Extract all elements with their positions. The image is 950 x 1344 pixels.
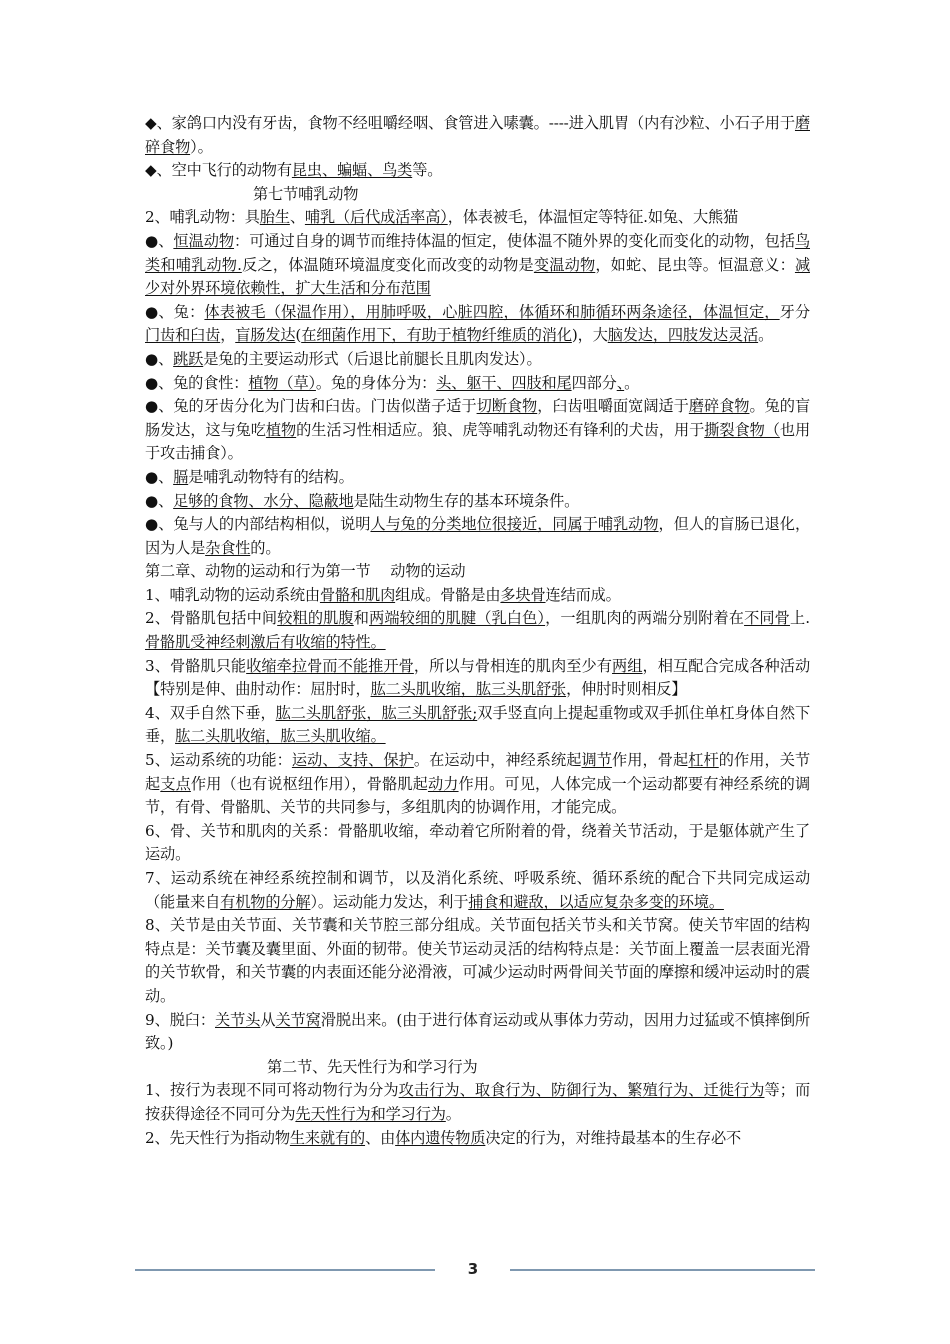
text-run: ●、 bbox=[145, 467, 174, 486]
page-number: 3 bbox=[467, 1260, 479, 1278]
paragraph bbox=[145, 702, 810, 749]
text-run: 、由 bbox=[365, 1128, 396, 1147]
text-run: 。在运动中，神经系统起 bbox=[413, 751, 582, 770]
underlined-text: 运动、支持、保护 bbox=[291, 751, 414, 770]
text-run: 3、骨骼肌只能 bbox=[145, 656, 247, 675]
text-run: 、 bbox=[289, 208, 305, 227]
underlined-text: 在细菌作用下，有助于植物纤维质的消化 bbox=[301, 326, 572, 345]
text-run: 2、先天性行为指动物 bbox=[145, 1128, 290, 1147]
text-run: 。兔的盲肠发达，这与兔吃 bbox=[145, 397, 810, 439]
text-run: 等。 bbox=[412, 161, 443, 180]
paragraph bbox=[145, 914, 810, 1008]
text-run: 1、哺乳动物的运动系统由 bbox=[145, 585, 320, 604]
paragraph bbox=[145, 513, 810, 560]
text-run: 是陆生动物生存的基本环境条件。 bbox=[353, 491, 580, 510]
paragraph bbox=[145, 867, 810, 914]
underlined-text: 脑发达，四肢发达灵活 bbox=[607, 326, 759, 345]
paragraph bbox=[145, 301, 810, 348]
underlined-text: 减少对外界环境依赖性，扩大生活和分布范围 bbox=[145, 255, 810, 298]
page-footer bbox=[135, 1258, 815, 1280]
text-run: ●、兔的食性： bbox=[145, 373, 249, 392]
text-run: ◆、家鸽口内没有牙齿，食物不经咀嚼经咽、食管进入嗉囊。----进入肌胃（内有沙粒、小石子用于 bbox=[145, 114, 795, 132]
underlined-text: 关节窝 bbox=[275, 1010, 321, 1029]
paragraph bbox=[145, 749, 810, 820]
text-run: ●、 bbox=[145, 231, 174, 250]
underlined-text: 骨骼肌受神经刺激后有收缩的特性。 bbox=[145, 633, 386, 652]
underlined-text: 膈 bbox=[173, 467, 189, 486]
text-run: 2、骨骼肌包括中间 bbox=[145, 609, 278, 628]
text-run: 是兔的主要运动形式（后退比前腿长且肌肉发达）。 bbox=[203, 349, 542, 368]
paragraph bbox=[145, 112, 810, 159]
text-run: ◆、空中飞行的动物有 bbox=[145, 161, 292, 180]
underlined-text: 较粗的肌腹 bbox=[277, 609, 354, 628]
underlined-text: 胎生 bbox=[259, 208, 290, 227]
text-run: 第二章、动物的运动和行为第一节 动物的运动 bbox=[145, 562, 466, 581]
underlined-text: 骨骼和肌肉 bbox=[319, 585, 396, 604]
underlined-text: 植物 bbox=[265, 420, 297, 439]
text-run: ：可通过自身的调节而维持体温的恒定，使体温不随外界的变化而变化的动物，包括 bbox=[234, 231, 795, 250]
document-body bbox=[145, 112, 810, 1150]
text-run: 8、关节是由关节面、关节囊和关节腔三部分组成。关节面包括关节头和关节窝。使关节牢固的结构特点是：关节囊及囊里面、外面的韧带。使关节运动灵活的结构特点是：关节面上覆盖一层表面光滑的关节软骨，和关节囊的内表面还能分泌滑液，可减少运动时两骨间关节面的摩擦和缓冲运动时的震动。 bbox=[145, 916, 810, 1005]
underlined-text: 有机物的分解 bbox=[220, 892, 311, 911]
underlined-text: 昆虫、蝙蝠、鸟类 bbox=[291, 161, 413, 180]
paragraph bbox=[145, 372, 810, 396]
paragraph bbox=[145, 206, 810, 230]
text-run: ●、 bbox=[145, 491, 174, 510]
underlined-text: 攻击行为、取食行为、防御行为、繁殖行为、迁徙行为 bbox=[398, 1081, 765, 1100]
underlined-text: 跳跃 bbox=[173, 349, 204, 368]
text-run: 等；而按获得途径不同可分为 bbox=[145, 1081, 810, 1123]
underlined-text: 体表被毛（保温作用），用肺呼吸，心脏四腔，体循环和肺循环两条途径，体温恒定， bbox=[204, 302, 780, 321]
text-run: ●、兔： bbox=[145, 302, 205, 321]
text-run: 4、双手自然下垂， bbox=[145, 703, 276, 722]
underlined-text: 撕裂食物（ bbox=[704, 420, 780, 439]
paragraph bbox=[145, 466, 810, 490]
text-run: 从 bbox=[260, 1010, 276, 1029]
section-heading bbox=[145, 183, 810, 207]
text-run: ）。运动能力发达，利于 bbox=[310, 892, 469, 911]
text-run: 上. bbox=[789, 609, 810, 628]
text-run: ( bbox=[295, 326, 302, 345]
underlined-text: 肱二头肌收缩，肱三头肌收缩。 bbox=[175, 727, 386, 746]
paragraph bbox=[145, 607, 810, 654]
text-run: 滑脱出来。(由于进行体育运动或从事体力劳动，因用力过猛或不慎摔倒所致。) bbox=[145, 1010, 810, 1053]
text-run: ●、兔与人的内部结构相似，说明 bbox=[145, 515, 371, 534]
underlined-text: 门齿和臼齿 bbox=[145, 326, 221, 345]
underlined-text: 杂食性 bbox=[205, 538, 251, 557]
text-run: ●、 bbox=[145, 349, 174, 368]
underlined-text: 不同骨 bbox=[744, 609, 790, 628]
paragraph bbox=[145, 230, 810, 301]
text-run: 。 bbox=[445, 1104, 461, 1123]
underlined-text: 先天性行为和学习行为 bbox=[295, 1104, 446, 1123]
underlined-text: 人与兔的分类地位很接近，同属于哺乳动物 bbox=[370, 515, 659, 534]
underlined-text: 盲肠发达 bbox=[235, 326, 296, 345]
paragraph bbox=[145, 1009, 810, 1056]
underlined-text: 体内遗传物质 bbox=[395, 1128, 486, 1147]
paragraph bbox=[145, 159, 810, 183]
underlined-text: 磨碎食物 bbox=[688, 397, 750, 416]
text-run: )，大 bbox=[571, 326, 608, 345]
text-run: 连结而成。 bbox=[545, 585, 621, 604]
text-run: 组成。骨骼是由 bbox=[395, 585, 501, 604]
underlined-text: 足够的食物、水分、隐蔽地 bbox=[173, 491, 354, 510]
paragraph bbox=[145, 395, 810, 466]
paragraph bbox=[145, 490, 810, 514]
text-run: ，一组肌肉的两端分别附着在 bbox=[545, 609, 745, 628]
footer-rule-right bbox=[510, 1269, 815, 1271]
text-run: 。 bbox=[624, 373, 640, 392]
underlined-text: 两组 bbox=[612, 656, 643, 675]
paragraph bbox=[145, 655, 810, 702]
text-run: 5、运动系统的功能： bbox=[145, 751, 292, 770]
paragraph bbox=[145, 1127, 810, 1151]
underlined-text: 收缩牵拉骨而不能推开骨 bbox=[246, 656, 414, 675]
underlined-text: 、 bbox=[616, 373, 625, 392]
text-run: 的生活习性相适应。狼、虎等哺乳动物还有锋利的犬齿，用于 bbox=[296, 420, 705, 439]
text-run: 也用于攻击捕食）。 bbox=[145, 420, 810, 463]
underlined-text: 变温动物 bbox=[533, 255, 596, 274]
text-run: ，伸肘时则相反】 bbox=[566, 680, 687, 699]
paragraph bbox=[145, 1079, 810, 1126]
footer-rule-left bbox=[135, 1269, 435, 1271]
text-run: 和 bbox=[353, 609, 370, 628]
text-run: 。兔的身体分为： bbox=[315, 373, 437, 392]
underlined-text: 头、躯干、四肢和尾 bbox=[436, 373, 572, 392]
underlined-text: 调节 bbox=[581, 751, 613, 770]
paragraph bbox=[145, 820, 810, 867]
underlined-text: 鸟类和哺乳动物. bbox=[145, 231, 810, 274]
text-run: 1、按行为表现不同可将动物行为分为 bbox=[145, 1081, 399, 1100]
text-run: 决定的行为，对维持最基本的生存必不 bbox=[485, 1128, 742, 1147]
text-run: 作用（也有说枢纽作用），骨骼肌起 bbox=[190, 774, 428, 793]
text-run: 牙分 bbox=[779, 302, 810, 321]
text-run: 第二节、先天性行为和学习行为 bbox=[267, 1057, 478, 1076]
text-run: 7、运动系统在神经系统控制和调节，以及消化系统、呼吸系统、循环系统的配合下共同完成运动（能量来自 bbox=[145, 869, 810, 911]
underlined-text: 杠杆 bbox=[688, 751, 719, 770]
text-run: 四部分 bbox=[571, 373, 617, 392]
section-heading bbox=[145, 1056, 810, 1080]
underlined-text: 肱二头肌收缩，肱三头肌舒张 bbox=[370, 680, 567, 699]
paragraph bbox=[145, 560, 810, 584]
underlined-text: 关节头 bbox=[215, 1010, 261, 1029]
text-run: 是哺乳动物特有的结构。 bbox=[188, 467, 354, 486]
underlined-text: 植物（草） bbox=[248, 373, 316, 392]
text-run: 的作用，关节起 bbox=[145, 751, 810, 793]
underlined-text: 捕食和避敌，以适应复杂多变的环境。 bbox=[468, 892, 724, 911]
text-run: 作用。可见，人体完成一个运动都要有神经系统的调节，有骨、骨骼肌、关节的共同参与，多组肌肉的协调作用，才能完成。 bbox=[145, 774, 810, 817]
text-run: 9、脱臼： bbox=[145, 1010, 216, 1029]
text-run: 2、哺乳动物：具 bbox=[145, 208, 260, 227]
underlined-text: 多块骨 bbox=[500, 585, 546, 604]
underlined-text: 动力 bbox=[427, 774, 459, 793]
underlined-text: 恒温动物 bbox=[173, 231, 235, 250]
underlined-text: 生来就有的 bbox=[289, 1128, 366, 1147]
underlined-text: 磨碎食物 bbox=[145, 114, 810, 156]
underlined-text: 两端较细的肌腱（乳白色） bbox=[369, 609, 546, 628]
text-run: 反之，体温随环境温度变化而改变的动物是 bbox=[241, 255, 534, 274]
text-run: ，如蛇、昆虫等。恒温意义： bbox=[595, 255, 795, 274]
underlined-text: 肱二头肌舒张，肱三头肌舒张; bbox=[275, 703, 478, 722]
text-run: ，所以与骨相连的肌肉至少有 bbox=[413, 656, 613, 675]
text-run: ， bbox=[220, 326, 236, 345]
underlined-text: 支点 bbox=[160, 774, 191, 793]
text-run: ，臼齿咀嚼面宽阔适于 bbox=[537, 397, 689, 416]
text-run: ，但人的盲肠已退化，因为人是 bbox=[145, 515, 810, 557]
text-run: 。 bbox=[758, 326, 774, 345]
text-run: 的。 bbox=[250, 538, 281, 557]
text-run: 作用，骨起 bbox=[612, 751, 689, 770]
text-run: 第七节哺乳动物 bbox=[253, 184, 359, 203]
paragraph bbox=[145, 348, 810, 372]
text-run: 双手竖直向上提起重物或双手抓住单杠身体自然下垂， bbox=[145, 703, 810, 746]
text-run: 6、骨、关节和肌肉的关系：骨骼肌收缩，牵动着它所附着的骨，绕着关节活动，于是躯体就产生了运动。 bbox=[145, 821, 810, 864]
text-run: ●、兔的牙齿分化为门齿和臼齿。门齿似凿子适于 bbox=[145, 397, 477, 416]
text-run: ，相互配合完成各种活动【特别是伸、曲肘动作：屈肘时， bbox=[145, 656, 810, 699]
paragraph bbox=[145, 584, 810, 608]
underlined-text: 切断食物 bbox=[476, 397, 538, 416]
text-run: ）。 bbox=[190, 137, 213, 156]
text-run: ，体表被毛，体温恒定等特征.如兔、大熊猫 bbox=[447, 208, 739, 227]
underlined-text: 哺乳（后代成活率高） bbox=[304, 208, 448, 227]
